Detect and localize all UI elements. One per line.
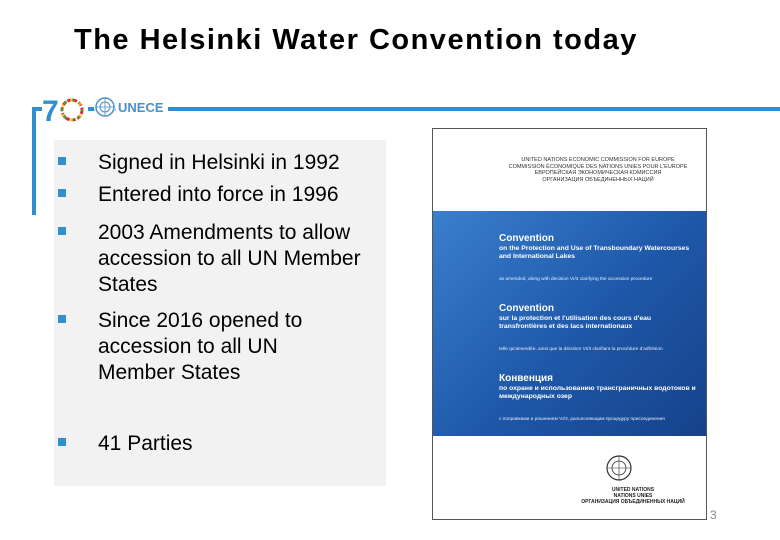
cover-footer bbox=[563, 487, 703, 505]
bullet-list bbox=[54, 140, 386, 486]
bullet-marker bbox=[58, 157, 66, 165]
cover-blue-panel bbox=[433, 211, 706, 436]
bullet-marker bbox=[58, 438, 66, 446]
bullet-marker bbox=[58, 189, 66, 197]
bullet-text: 41 Parties bbox=[98, 432, 193, 455]
slide-title: The Helsinki Water Convention today bbox=[74, 24, 638, 56]
unece-70-anniversary-logo bbox=[42, 93, 88, 131]
bullet-text: Entered into force in 1996 bbox=[98, 183, 339, 206]
cover-fr-subtitle: sur la protection et l'utilisation des cours d'eau transfrontières et des lacs internationaux bbox=[499, 315, 652, 330]
cover-ru-note: с поправками и решением VI/3, разъясняющим процедуру присоединения bbox=[499, 417, 665, 422]
cover-ru-title: Конвенция bbox=[499, 373, 553, 384]
cover-footer-line: NATIONS UNIES bbox=[613, 493, 653, 499]
svg-text:7: 7 bbox=[42, 95, 59, 128]
un-emblem-icon bbox=[94, 96, 116, 118]
cover-header bbox=[493, 157, 703, 183]
cover-footer-line: UNITED NATIONS bbox=[611, 487, 655, 493]
cover-footer-line: ОРГАНИЗАЦИЯ ОБЪЕДИНЕННЫХ НАЦИЙ bbox=[581, 499, 685, 505]
bullet-marker bbox=[58, 227, 66, 235]
bullet-marker bbox=[58, 315, 66, 323]
cover-en-note: as amended, along with decision VI/3 clarifying the accession procedure bbox=[499, 277, 653, 282]
bullet-text: Since 2016 opened to accession to all UN Member States bbox=[98, 309, 303, 384]
un-emblem-icon bbox=[605, 454, 633, 482]
cover-fr-title: Convention bbox=[499, 303, 554, 314]
cover-header-line: COMMISSION ÉCONOMIQUE DES NATIONS UNIES POUR L'EUROPE bbox=[508, 163, 688, 170]
cover-header-line: UNITED NATIONS ECONOMIC COMMISSION FOR EUROPE bbox=[521, 157, 675, 163]
unece-logo-label: UNECE bbox=[116, 100, 168, 115]
bullet-text: Signed in Helsinki in 1992 bbox=[98, 151, 340, 174]
cover-en-subtitle: on the Protection and Use of Transboundary Watercourses and International Lakes bbox=[499, 245, 690, 260]
cover-en-title: Convention bbox=[499, 233, 554, 244]
page-number: 3 bbox=[710, 508, 717, 522]
cover-header-line: ЕВРОПЕЙСКАЯ ЭКОНОМИЧЕСКАЯ КОМИССИЯ bbox=[534, 170, 662, 176]
accent-vertical-line bbox=[32, 107, 36, 215]
cover-fr-note: telle qu'amendée, ainsi que la décision VI/3 clarifiant la procédure d'adhésion bbox=[499, 347, 663, 352]
bullet-text: 2003 Amendments to allow accession to all UN Member States bbox=[98, 221, 361, 296]
cover-header-line: ОРГАНИЗАЦИЯ ОБЪЕДИНЕННЫХ НАЦИЙ bbox=[542, 176, 654, 183]
convention-cover-image bbox=[432, 128, 707, 520]
cover-ru-subtitle: по охране и использованию трансграничных водотоков и международных озер bbox=[499, 385, 696, 400]
seventy-logo-icon bbox=[42, 93, 88, 131]
